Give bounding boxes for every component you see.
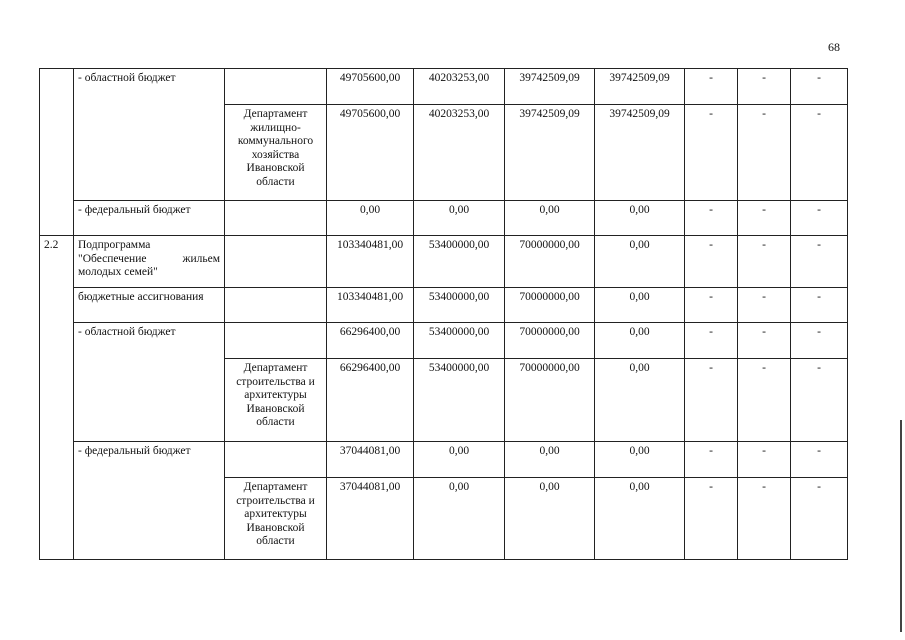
value-cell: 70000000,00 [505,359,595,442]
table-row [40,442,848,478]
value-cell: 0,00 [505,442,595,478]
value-cell: 49705600,00 [327,69,414,105]
value-cell: 40203253,00 [414,105,505,201]
value-cell: 39742509,09 [595,69,685,105]
value-cell: - [685,359,738,442]
value-cell: - [685,288,738,323]
row-name: - федеральный бюджет [74,442,225,560]
value-cell: 66296400,00 [327,359,414,442]
table-row [40,69,848,105]
value-cell: 37044081,00 [327,442,414,478]
value-cell: 0,00 [414,478,505,560]
value-cell: 53400000,00 [414,359,505,442]
value-cell: - [791,201,848,236]
executor-cell [225,236,327,288]
value-cell: 0,00 [327,201,414,236]
value-cell: - [738,359,791,442]
value-cell: 0,00 [595,201,685,236]
value-cell: 0,00 [505,201,595,236]
value-cell: - [791,288,848,323]
row-name: Подпрограмма "Обеспечение жильем молодых семей" [74,236,225,288]
value-cell: 53400000,00 [414,323,505,359]
value-cell: 103340481,00 [327,288,414,323]
value-cell: - [685,201,738,236]
value-cell: - [685,236,738,288]
value-cell: 0,00 [414,201,505,236]
value-cell: 40203253,00 [414,69,505,105]
table-row [40,236,848,288]
value-cell: 0,00 [595,288,685,323]
value-cell: - [738,442,791,478]
value-cell: - [791,442,848,478]
page-number: 68 [828,40,840,54]
executor-cell [225,442,327,478]
value-cell: - [791,323,848,359]
value-cell: - [738,201,791,236]
value-cell: - [685,105,738,201]
value-cell: - [791,105,848,201]
row-name: - областной бюджет [74,69,225,201]
value-cell: 39742509,09 [505,105,595,201]
value-cell: 0,00 [595,359,685,442]
value-cell: - [791,359,848,442]
value-cell: 0,00 [505,478,595,560]
value-cell: 53400000,00 [414,288,505,323]
executor-cell [225,201,327,236]
value-cell: 0,00 [595,478,685,560]
value-cell: - [685,69,738,105]
value-cell: 39742509,09 [505,69,595,105]
value-cell: 37044081,00 [327,478,414,560]
value-cell: 53400000,00 [414,236,505,288]
executor-cell [225,288,327,323]
value-cell: - [738,105,791,201]
value-cell: 70000000,00 [505,323,595,359]
table-row [40,201,848,236]
value-cell: 103340481,00 [327,236,414,288]
value-cell: - [685,323,738,359]
executor-cell: Департамент строительства и архитектуры Ивановской области [225,359,327,442]
row-number-cell: 2.2 [40,236,74,560]
value-cell: 0,00 [595,236,685,288]
value-cell: - [791,478,848,560]
value-cell: 0,00 [595,323,685,359]
value-cell: 0,00 [595,442,685,478]
value-cell: - [738,236,791,288]
row-name: бюджетные ассигнования [74,288,225,323]
executor-cell: Департамент жилищно-коммунального хозяйства Ивановской области [225,105,327,201]
value-cell: - [738,478,791,560]
value-cell: - [685,442,738,478]
value-cell: 39742509,09 [595,105,685,201]
row-number-cell [40,69,74,236]
table-row [40,288,848,323]
scan-edge-line [900,420,902,632]
value-cell: - [791,236,848,288]
value-cell: - [791,69,848,105]
value-cell: 70000000,00 [505,236,595,288]
row-name: - федеральный бюджет [74,201,225,236]
table-row [40,323,848,359]
value-cell: - [738,323,791,359]
value-cell: - [738,69,791,105]
executor-cell [225,323,327,359]
row-name: - областной бюджет [74,323,225,442]
value-cell: 66296400,00 [327,323,414,359]
executor-cell [225,69,327,105]
value-cell: - [685,478,738,560]
executor-cell: Департамент строительства и архитектуры Ивановской области [225,478,327,560]
budget-table [39,68,848,560]
value-cell: - [738,288,791,323]
value-cell: 49705600,00 [327,105,414,201]
value-cell: 0,00 [414,442,505,478]
value-cell: 70000000,00 [505,288,595,323]
